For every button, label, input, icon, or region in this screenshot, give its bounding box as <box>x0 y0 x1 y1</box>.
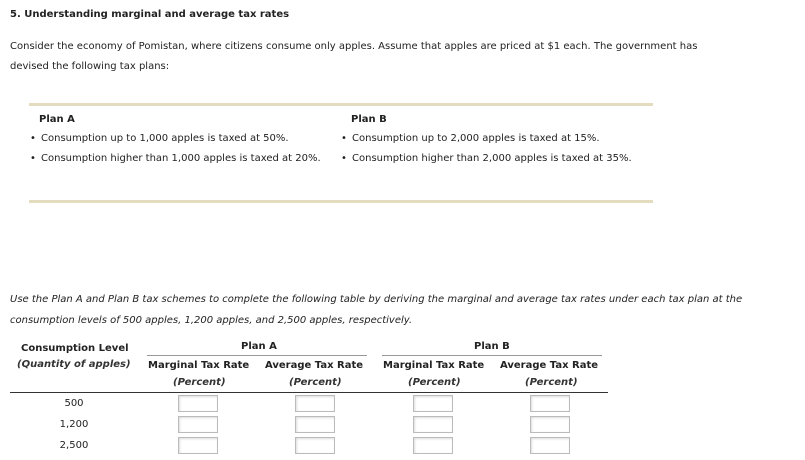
plan-b-marginal-500-input[interactable] <box>413 395 453 412</box>
plan-a-heading: Plan A <box>39 114 75 125</box>
plan-a-average-header: Average Tax Rate <box>265 360 364 371</box>
consumption-level-2500: 2,500 <box>59 440 89 451</box>
plan-a-item: • Consumption higher than 1,000 apples is taxed at 20%. <box>29 149 329 169</box>
plan-b-marginal-2500-input[interactable] <box>413 437 453 454</box>
intro-paragraph: Consider the economy of Pomistan, where citizens consume only apples. Assume that apples are priced at $1 each. The government has devised the following tax plans: <box>10 41 698 72</box>
question-title: 5. Understanding marginal and average tax rates <box>10 9 290 20</box>
plan-b-heading: Plan B <box>351 114 387 125</box>
plan-a-column-group: Plan A <box>241 341 277 352</box>
plan-a-marginal-2500-input[interactable] <box>178 437 218 454</box>
plan-a-average-500-input[interactable] <box>295 395 335 412</box>
plan-b-group-rule <box>382 355 602 356</box>
plan-a-marginal-1200-input[interactable] <box>178 416 218 433</box>
plan-b-item: • Consumption up to 2,000 apples is taxed at 15%. <box>340 129 640 149</box>
plan-a-average-1200-input[interactable] <box>295 416 335 433</box>
row-header: Consumption Level <box>21 343 129 354</box>
plan-b-average-500-input[interactable] <box>530 395 570 412</box>
plan-a-marginal-header: Marginal Tax Rate <box>148 360 250 371</box>
plan-b-list <box>340 129 640 169</box>
plan-a-average-unit: (Percent) <box>289 377 342 388</box>
consumption-level-500: 500 <box>64 398 84 409</box>
plan-a-marginal-500-input[interactable] <box>178 395 218 412</box>
plan-b-average-1200-input[interactable] <box>530 416 570 433</box>
plan-a-list <box>29 129 329 169</box>
plan-b-average-unit: (Percent) <box>525 377 578 388</box>
instructions: Use the Plan A and Plan B tax schemes to complete the following table by deriving the marginal and average tax rates under each tax plan at the consumption levels of 500 apples, 1,200 apples, and 2,500 apples, respectively. <box>10 294 743 326</box>
table-header-rule <box>10 392 608 393</box>
plan-b-marginal-header: Marginal Tax Rate <box>383 360 485 371</box>
consumption-level-1200: 1,200 <box>59 419 89 430</box>
plan-b-marginal-unit: (Percent) <box>408 377 461 388</box>
plan-a-average-2500-input[interactable] <box>295 437 335 454</box>
plan-b-item: • Consumption higher than 2,000 apples is taxed at 35%. <box>340 149 640 169</box>
plan-a-item: • Consumption up to 1,000 apples is taxed at 50%. <box>29 129 329 149</box>
plan-b-average-header: Average Tax Rate <box>500 360 599 371</box>
plan-b-column-group: Plan B <box>474 341 510 352</box>
row-subheader: (Quantity of apples) <box>17 359 131 370</box>
plan-a-marginal-unit: (Percent) <box>173 377 226 388</box>
plan-a-group-rule <box>147 355 367 356</box>
plan-b-average-2500-input[interactable] <box>530 437 570 454</box>
plan-b-marginal-1200-input[interactable] <box>413 416 453 433</box>
